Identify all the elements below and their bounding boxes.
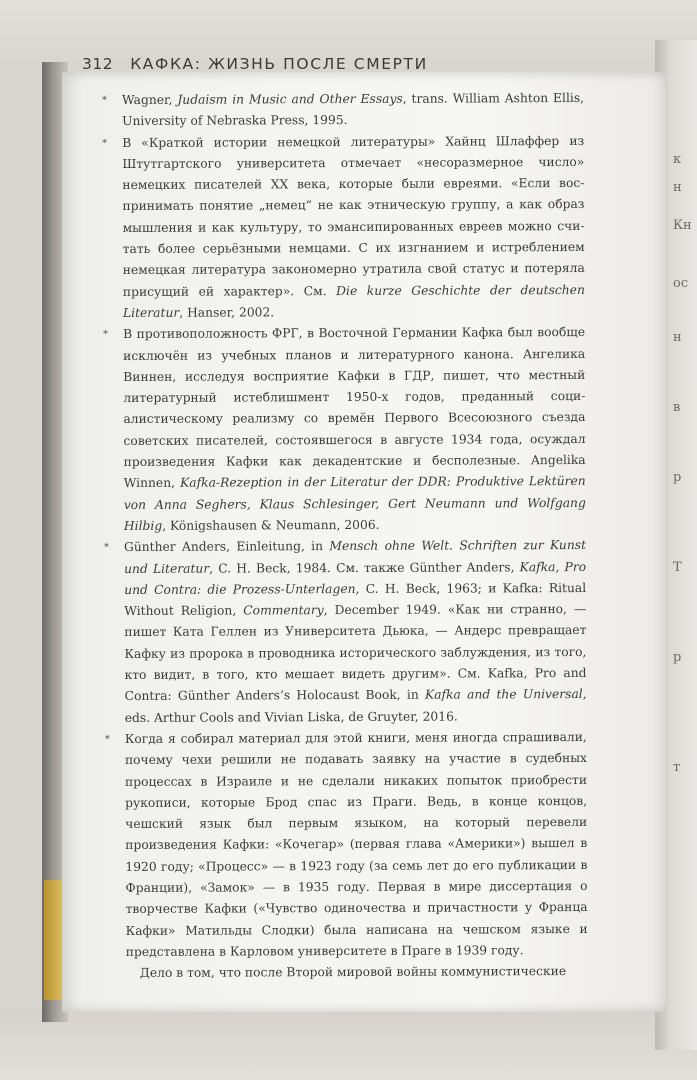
endnote-italic-title: Commentary	[243, 603, 324, 618]
endnote-text-segment: В «Краткой истории немецкой литературы» Хайнц Шлаффер из Штутгартского университета отмечает «несоразмерное число» немецких писателей XX века, которые были евреями. «Если воспринимать понятие „немец“ не как этническую группу, а как образ мышления и как культуру, то эмансипированных евреев можно считать более серьёзными немцами. С их изгнанием и истреблением немецкая литература закономерно утратила свой статус и потеряла присущий ей характер». См.	[122, 133, 585, 299]
endnote-marker: *	[102, 137, 108, 149]
endnote-text	[122, 91, 584, 128]
endnote-text-segment: В противоположность ФРГ, в Восточной Германии Кафка был вообще исключён из учебных планов и литературного канона. Ангелика Виннен, исследуя восприятие Кафки в ГДР, пишет, что местный литературный истеблишмент 1950-х годов, преданный социалистическому реализму со времён Первого Всесоюзного съезда советских писателей, состоявшегося в августе 1934 года, осуждал произведения Кафки как декадентские и бесполезные. Angelika Winnen,	[123, 325, 586, 491]
endnote-italic-title: Kafka, Pro und Contra: die Prozess-Unterlagen	[124, 559, 587, 597]
endnote-text-segment: Günther Anders, Einleitung, in	[123, 539, 330, 555]
adjacent-page-letter: в	[673, 400, 681, 415]
endnote-text-segment: , C. H. Beck, 1984. См. также Günther Anders,	[209, 559, 520, 576]
adjacent-page-letter: к	[673, 152, 682, 167]
endnote-text-segment: , December 1949. «Как ни странно, — пишет Ката Геллен из Университета Дьюка, — Андерс превращает Кафку из пророка в проводника исторического заблуждения, из того, кто видит, в того, кто мешает видеть другим». См. Kafka, Pro and Contra: Günther Anders’s Holocaust Book, in	[124, 602, 587, 704]
background-bottom	[0, 1010, 697, 1080]
adjacent-page-letter: т	[673, 760, 681, 775]
endnote-italic-title: Mensch ohne Welt. Schriften zur Kunst und Literatur	[124, 538, 587, 576]
endnote-text-segment: Когда я собирал материал для этой книги, меня иногда спрашивали, почему чехи решили не подавать заявку на участие в судебных процессах в Израиле и не сделали никаких попыток приобрести рукописи, которые Брод спас из Праги. Ведь, в конце концов, чешский язык был первым языком, на который перевели произведения Кафки: «Кочегар» (первая глава «Америки») вышел в 1920 году; «Процесс» — в 1923 году (за семь лет до его публикации в Франции), «Замок» — в 1935 году. Первая в мире диссертация о творчестве Кафки («Чувство одиночества и причастности у Франца Кафки» Матильды Слодки) была написана на чешском языке и представлена в Карловом университете в Праге в 1939 году.	[124, 729, 588, 959]
adjacent-page-letter: р	[673, 470, 682, 485]
endnote-text-segment: , C. H. Beck, 1963; и Kafka: Ritual Without Religion,	[124, 580, 587, 619]
endnote-text-segment: , Hanser, 2002.	[179, 305, 275, 320]
endnote-marker: *	[102, 95, 108, 107]
running-title: КАФКА: ЖИЗНЬ ПОСЛЕ СМЕРТИ	[130, 55, 428, 73]
endnote	[104, 727, 588, 963]
endnote	[102, 131, 585, 325]
endnote-text-segment: , Königshausen & Neumann, 2006.	[162, 517, 380, 533]
endnote-text-segment: , eds. Arthur Cools and Vivian Liska, de Gruyter, 2016.	[124, 687, 587, 725]
endnote-marker: *	[103, 542, 110, 554]
endnote-text	[122, 134, 585, 320]
endnote	[126, 961, 588, 984]
page-number: 312	[82, 55, 114, 73]
adjacent-page-letter: н	[673, 330, 682, 345]
endnote	[102, 88, 585, 133]
endnote-text-segment: Дело в том, что после Второй мировой войны коммунистические	[139, 964, 567, 981]
endnote-text-segment: Wagner,	[122, 92, 178, 107]
endnote-italic-title: Kafka-Rezeption in der Literatur der DDR: Produktive Lektüren von Anna Seghers, Klaus Schlesinger, Gert Neumann und Wolfgang Hilbig	[123, 474, 586, 533]
endnote-text	[140, 964, 566, 980]
endnote-text	[124, 538, 587, 724]
endnote-text-segment: , trans. William Ashton Ellis, University of Nebraska Press, 1995.	[122, 90, 585, 129]
endnote	[103, 535, 587, 729]
endnote-text	[125, 730, 588, 959]
endnote-text	[123, 325, 586, 533]
endnotes-list	[102, 88, 588, 984]
page-header	[82, 54, 582, 78]
endnote-italic-title: Judaism in Music and Other Essays	[177, 91, 403, 107]
adjacent-page-letter: р	[673, 650, 682, 665]
adjacent-page-letter: н	[673, 180, 682, 195]
adjacent-page-letter: Кн	[673, 218, 692, 233]
adjacent-page-letter: ос	[673, 276, 689, 291]
endnote	[103, 322, 586, 537]
endnote-marker: *	[103, 329, 109, 341]
adjacent-page-letter: Т	[673, 560, 682, 575]
endnote-italic-title: Kafka and the Universal	[424, 687, 583, 702]
endnote-italic-title: Die kurze Geschichte der deutschen Literatur	[122, 282, 585, 320]
endnote-marker: *	[104, 733, 110, 745]
